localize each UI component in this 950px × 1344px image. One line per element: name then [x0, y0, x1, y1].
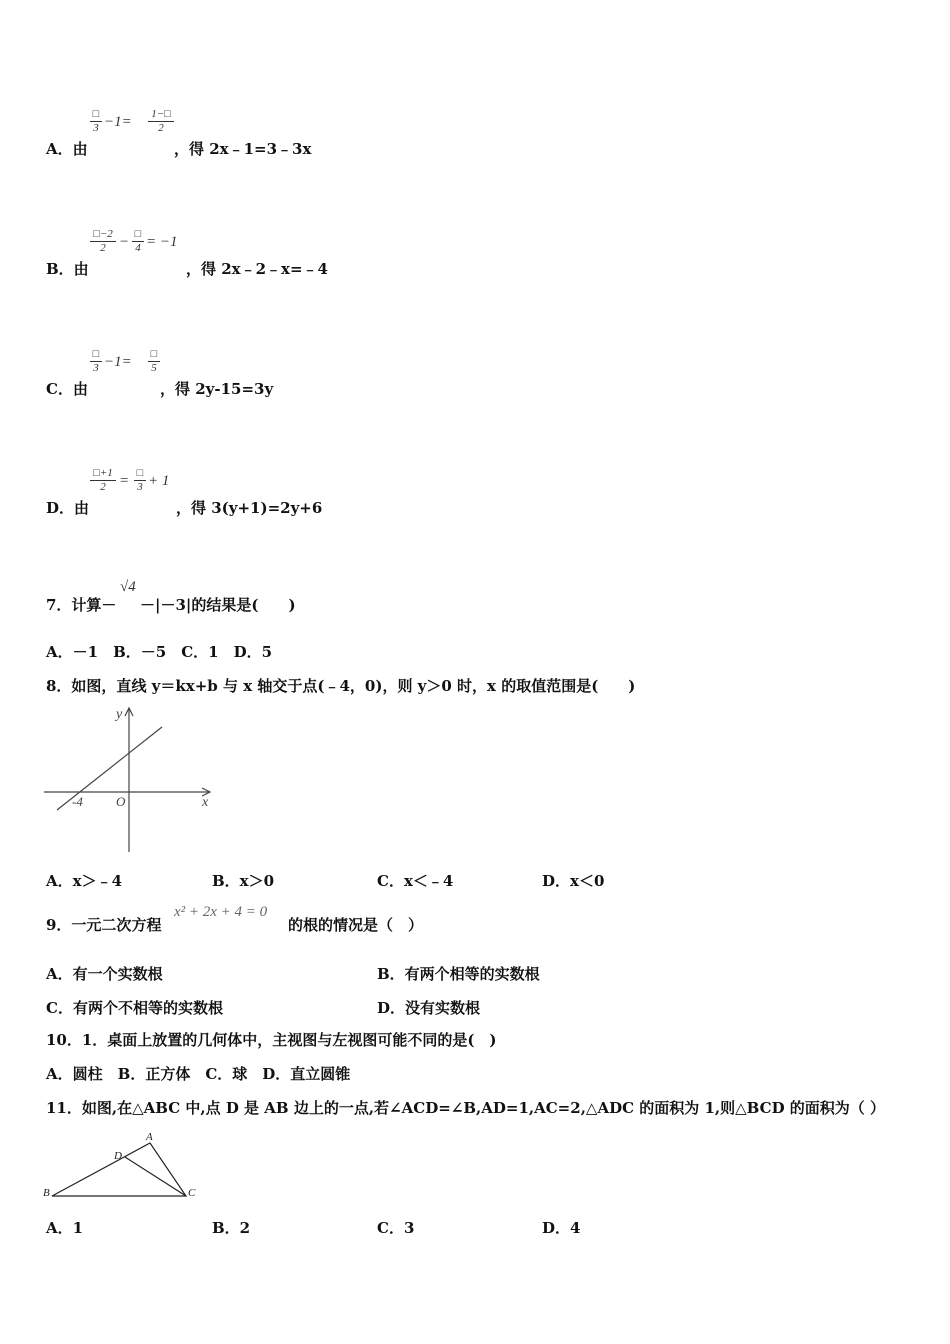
q11-triangle-figure: [42, 1130, 207, 1205]
q8-intercept-label: -4: [72, 794, 83, 809]
q6c-frac-lhs: □ 3: [90, 348, 102, 375]
q6d-label: D．由: [46, 499, 90, 517]
q7-stem-post: －|－3|的结果是( ): [140, 596, 296, 614]
q6b-frac-lhs: □−2 2: [90, 228, 116, 255]
q6a-frac-rhs: 1−□ 2: [148, 108, 174, 135]
q10-stem: 10．1．桌面上放置的几何体中，主视图与左视图可能不同的是( ): [46, 1031, 497, 1049]
q11-stem: 11．如图,在△ABC 中,点 D 是 AB 边上的一点,若∠ACD=∠B,AD=1,AC=2,△ADC 的面积为 1,则△BCD 的面积为（ ）: [46, 1099, 886, 1117]
q11-option-a: A．1: [46, 1219, 84, 1237]
q7-stem-pre: 7．计算－: [46, 596, 117, 614]
q9-stem-pre: 9．一元二次方程: [46, 916, 162, 934]
q9-equation: x² + 2x + 4 = 0: [174, 904, 268, 920]
q9-option-d: D．没有实数根: [377, 999, 481, 1017]
q6b-result: ，得 2x﹣2﹣x=﹣4: [186, 260, 328, 278]
q8-option-b: B．x＞0: [212, 872, 275, 890]
q11-label-c: C: [188, 1187, 196, 1199]
q9-option-a: A．有一个实数根: [46, 965, 163, 983]
q8-origin-label: O: [116, 794, 126, 809]
q6d-frac-mid: □ 3: [134, 467, 146, 494]
q9-stem-post: 的根的情况是（ ）: [288, 916, 424, 934]
q11-label-a: A: [146, 1131, 153, 1143]
q6a-result: ，得 2x﹣1=3﹣3x: [174, 140, 312, 158]
q6d-eq-equals: =: [119, 473, 130, 489]
q6d-result: ，得 3(y+1)=2y+6: [176, 499, 323, 517]
q8-y-label: y: [116, 707, 123, 722]
q8-graph: [42, 700, 217, 855]
q7-options: A．－1 B．－5 C．1 D．5: [46, 643, 273, 661]
q7-sqrt: √4: [120, 579, 136, 595]
q6d-eq-tail: + 1: [148, 473, 170, 489]
q6a-label: A．由: [46, 140, 88, 158]
q6d-frac-lhs: □+1 2: [90, 467, 116, 494]
q6c-eq-mid: −1=: [104, 354, 132, 370]
q8-x-label: x: [202, 795, 209, 810]
q8-option-a: A．x＞﹣4: [46, 872, 123, 890]
q6b-eq-minus: −: [119, 234, 130, 250]
q11-label-b: B: [43, 1187, 50, 1199]
q11-label-d: D: [114, 1150, 122, 1162]
q6c-label: C．由: [46, 380, 88, 398]
q9-option-b: B．有两个相等的实数根: [377, 965, 540, 983]
q10-options: A．圆柱 B．正方体 C．球 D．直立圆锥: [46, 1065, 351, 1083]
q6c-result: ，得 2y-15=3y: [160, 380, 274, 398]
q11-segment-dc: [125, 1157, 186, 1196]
q6b-frac-mid: □ 4: [132, 228, 144, 255]
q6a-eq-mid: −1=: [104, 114, 132, 130]
q11-option-b: B．2: [212, 1219, 251, 1237]
q8-option-c: C．x＜﹣4: [377, 872, 454, 890]
q9-option-c: C．有两个不相等的实数根: [46, 999, 223, 1017]
q8-option-d: D．x＜0: [542, 872, 605, 890]
q6a-frac-lhs: □ 3: [90, 108, 102, 135]
q6c-frac-rhs: □ 5: [148, 348, 160, 375]
q6b-eq-tail: = −1: [146, 234, 178, 250]
q8-stem: 8．如图，直线 y＝kx+b 与 x 轴交于点(﹣4，0)，则 y＞0 时，x 的取值范围是( ): [46, 677, 636, 695]
q11-option-c: C．3: [377, 1219, 415, 1237]
q6b-label: B．由: [46, 260, 89, 278]
q11-option-d: D．4: [542, 1219, 581, 1237]
